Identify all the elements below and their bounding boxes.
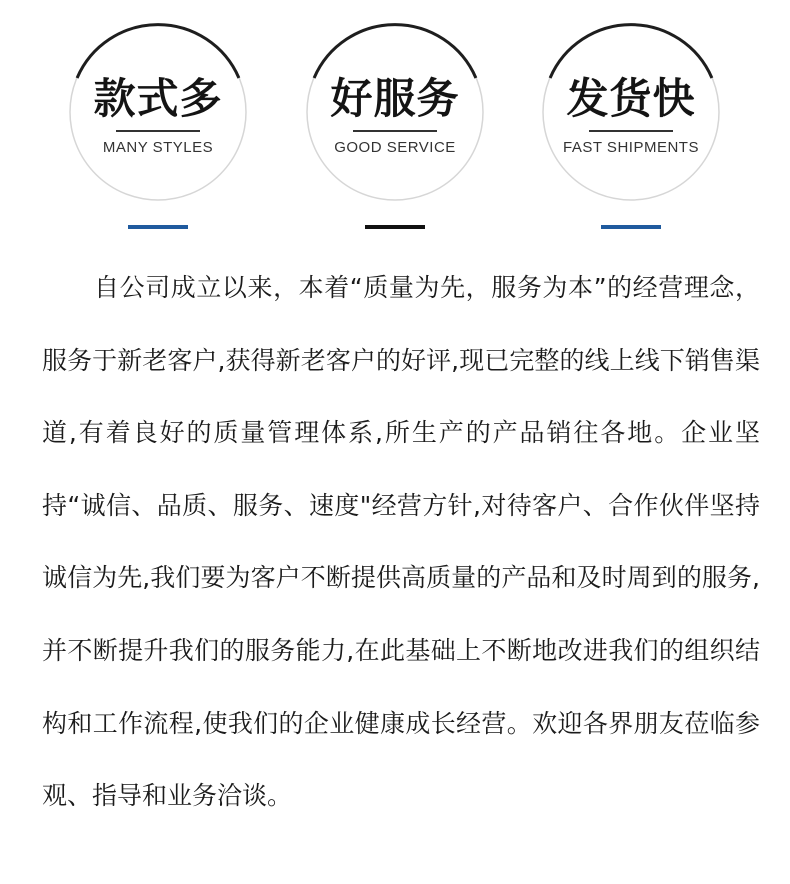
badge-subtitle: MANY STYLES <box>102 139 214 156</box>
badge-divider <box>353 130 437 132</box>
accent-bar-1 <box>128 225 188 229</box>
badge-title: 发货快 <box>566 74 696 123</box>
badge-fast-shipments <box>541 22 721 202</box>
accent-bar-3 <box>601 225 661 229</box>
badge-divider <box>116 130 200 132</box>
badge-many-styles <box>68 22 248 202</box>
badge-divider <box>589 130 673 132</box>
accent-bar-2 <box>365 225 425 229</box>
company-intro-paragraph: 自公司成立以来，本着“质量为先，服务为本”的经营理念，服务于新老客户,获得新老客户的好评,现已完整的线上线下销售渠道,有着良好的质量管理体系,所生产的产品销往各地。企业坚持“诚信、品质、服务、速度"经营方针,对待客户、合作伙伴坚持诚信为先,我们要为客户不断提供高质量的产品和及时周到的服务,并不断提升我们的服务能力,在此基础上不断地改进我们的组织结构和工作流程,使我们的企业健康成长经营。欢迎各界朋友莅临参观、指导和业务洽谈。 <box>42 273 760 811</box>
badge-title: 款式多 <box>93 74 223 123</box>
badge-subtitle: FAST SHIPMENTS <box>563 139 699 156</box>
badge-subtitle: GOOD SERVICE <box>334 139 456 156</box>
badge-title: 好服务 <box>330 74 460 123</box>
badge-good-service <box>305 22 485 202</box>
